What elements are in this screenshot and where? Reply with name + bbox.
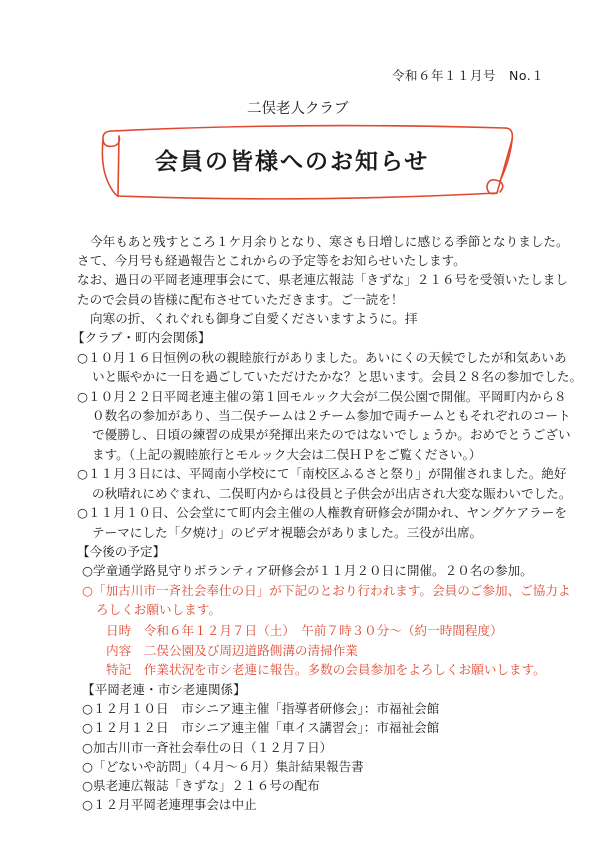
- section-heading-assoc: 【平岡老連・市シ老連関係】: [82, 682, 246, 697]
- club-line: ます。（上記の親睦旅行とモルック大会は二俣ＨＰをご覧ください。）: [92, 447, 482, 462]
- assoc-line: ○１２月１０日 市シニア連主催「指導者研修会」：市福祉会館: [82, 701, 440, 716]
- intro-line: 向寒の折、くれぐれも御身ご自愛くださいますように。拝: [90, 311, 418, 326]
- intro-line: たので会員の皆様に配布させていただきます。ご一読を！: [77, 292, 404, 307]
- club-line: ○１０月２２日平岡老連主催の第１回モルック大会が二俣公園で開催。平岡町内から８: [77, 389, 567, 404]
- club-line: ０数名の参加があり、当二俣チームは２チーム参加で両チームともそれぞれのコート: [92, 408, 571, 423]
- club-line: の秋晴れにめぐまれ、二俣町内からは役員と子供会が出店され大変な賑わいでした。: [92, 486, 572, 501]
- assoc-line: ○加古川市一斉社会奉仕の日（１２月７日）: [82, 740, 333, 755]
- club-name: 二俣老人クラブ: [247, 101, 349, 117]
- assoc-line: ○１２月平岡老連理事会は中止: [82, 797, 257, 812]
- club-line: いと賑やかに一日を過ごしていただけたかな？と思います。会員２８名の参加でした。: [92, 369, 583, 384]
- intro-line: さて、今月号も経過報告とこれからの予定等をお知らせいたします。: [77, 253, 466, 268]
- assoc-line: ○「どないや訪問」（４月～６月）集計結果報告書: [82, 759, 364, 774]
- plans-red-line: ○「加古川市一斉社会奉仕の日」が下記のとおり行われます。会員のご参加、ご協力よ: [82, 583, 571, 598]
- intro-line: なお、過日の平岡老連理事会にて、県老連広報誌「きずな」２１６号を受領いたしまし: [77, 272, 568, 287]
- assoc-line: ○１２月１２日 市シニア連主催「車イス講習会」：市福祉会館: [82, 720, 440, 735]
- assoc-line: ○県老連広報誌「きずな」２１６号の配布: [82, 778, 320, 793]
- club-line: ○１１月３日には、平岡南小学校にて「南校区ふるさと祭り」が開催されました。絶好: [77, 466, 567, 481]
- section-heading-plans: 【今後の予定】: [77, 544, 166, 559]
- plans-red-line: 内容 二俣公園及び周辺道路側溝の清掃作業: [106, 643, 358, 658]
- scroll-banner: [0, 0, 600, 230]
- intro-line: 今年もあと残すところ１ケ月余りとなり、寒さも日増しに感じる季節となりました。: [90, 234, 569, 249]
- plans-red-line: 日時 令和６年１２月７日（土） 午前７時３０分～（約一時間程度）: [106, 623, 503, 638]
- club-line: ○１１月１０日、公会堂にて町内会主催の人権教育研修会が開かれ、ヤングケアラーを: [77, 505, 567, 520]
- club-line: テーマにした「夕焼け」のビデオ視聴会がありました。三役が出席。: [92, 525, 483, 540]
- plans-line: ○学童通学路見守りボランティア研修会が１１月２０日に開催。２０名の参加。: [82, 563, 533, 578]
- issue-label: 令和６年１１月号 No.１: [392, 68, 545, 83]
- club-line: ○１０月１６日恒例の秋の親睦旅行がありました。あいにくの天候でしたが和気あいあ: [77, 350, 567, 365]
- plans-red-line: ろしくお願いします。: [96, 602, 221, 617]
- section-heading-club: 【クラブ・町内会関係】: [72, 330, 211, 345]
- club-line: で優勝し、日頃の練習の成果が発揮出来たのではないでしょうか。おめでとうござい: [92, 427, 571, 442]
- plans-red-line: 特記 作業状況を市シ老連に報告。多数の会員参加をよろしくお願いします。: [106, 662, 546, 677]
- page-title: 会員の皆様へのお知らせ: [155, 149, 430, 175]
